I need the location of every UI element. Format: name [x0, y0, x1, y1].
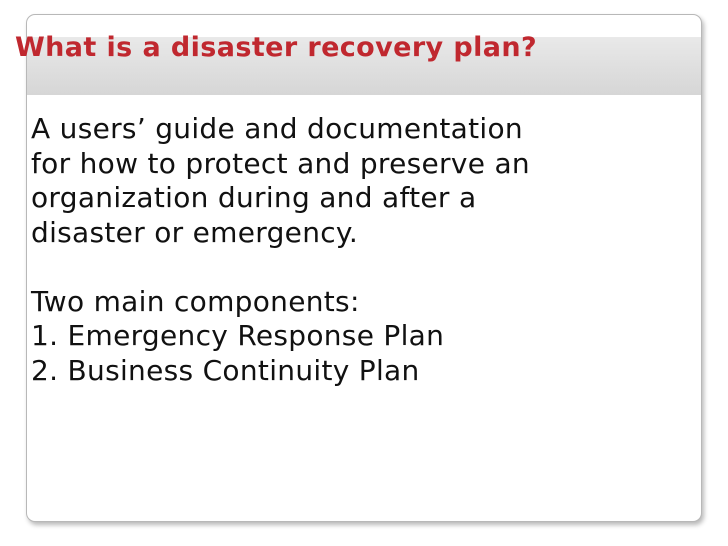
slide-title: What is a disaster recovery plan? — [15, 32, 538, 63]
definition-line: disaster or emergency. — [31, 215, 359, 249]
paragraph-spacer — [31, 250, 671, 285]
definition-line: for how to protect and preserve an — [31, 146, 530, 180]
slide-body — [31, 112, 671, 388]
components-heading: Two main components: — [31, 284, 360, 318]
component-item: 2. Business Continuity Plan — [31, 353, 420, 387]
definition-line: organization during and after a — [31, 181, 477, 214]
definition-line: A users’ guide and documentation — [31, 112, 523, 145]
component-item: 1. Emergency Response Plan — [31, 319, 445, 352]
